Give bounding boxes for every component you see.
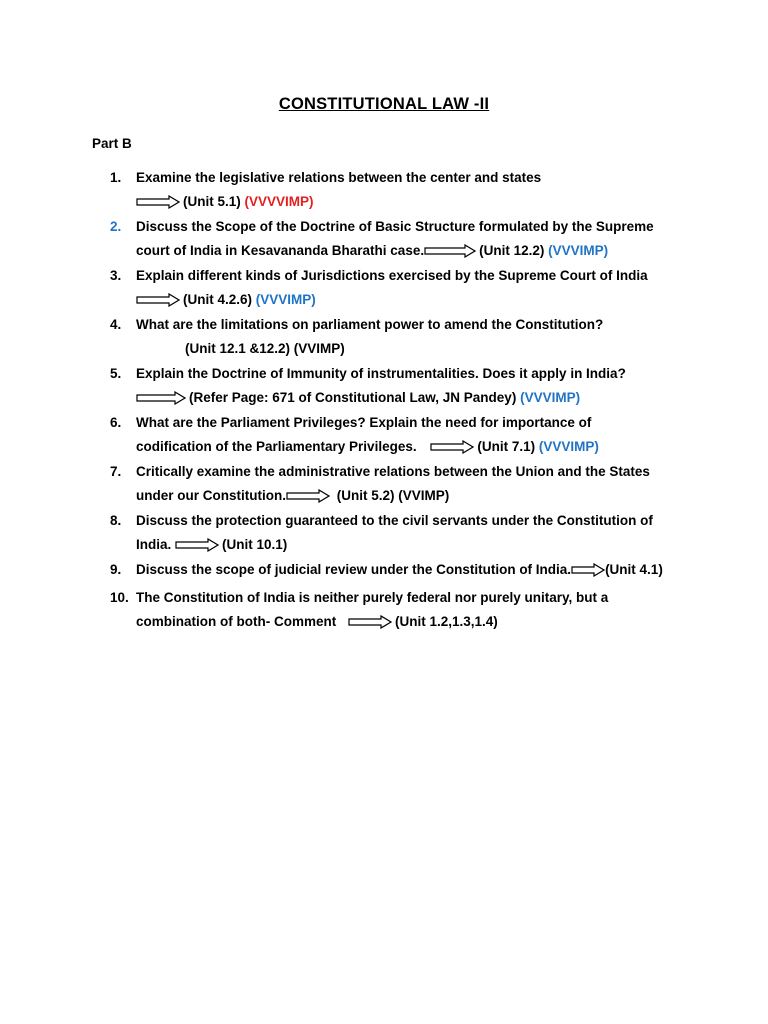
right-arrow-icon	[430, 440, 474, 454]
item-question: Explain different kinds of Jurisdictions exercised by the Supreme Court of India	[136, 268, 648, 283]
list-item	[110, 166, 710, 214]
item-question: Discuss the Scope of the Doctrine of Basic Structure formulated by the Supreme	[136, 219, 654, 234]
item-reference: (Unit 5.1)	[183, 194, 241, 209]
item-question-continued: under our Constitution.	[136, 488, 286, 503]
item-reference: (Unit 1.2,1.3,1.4)	[395, 614, 498, 629]
item-reference: (Unit 5.2) (VVIMP)	[336, 488, 450, 503]
item-question-continued: combination of both- Comment	[136, 614, 337, 629]
item-question: Explain the Doctrine of Immunity of instrumentalities. Does it apply in India?	[136, 366, 626, 381]
item-reference: (Unit 12.2)	[479, 243, 545, 258]
item-number: 8.	[110, 513, 122, 528]
page-title: CONSTITUTIONAL LAW -II	[278, 95, 490, 113]
importance-tag: (VVVIMP)	[548, 243, 609, 258]
item-reference: (Unit 4.2.6)	[183, 292, 253, 307]
item-number: 2.	[110, 219, 122, 234]
item-number: 4.	[110, 317, 122, 332]
item-question: Critically examine the administrative relations between the Union and the States	[136, 464, 650, 479]
list-item	[110, 558, 710, 582]
importance-tag: (VVVIMP)	[520, 390, 581, 405]
list-item	[110, 264, 710, 312]
list-item	[110, 215, 710, 263]
item-reference: (Unit 10.1)	[222, 537, 288, 552]
right-arrow-icon	[136, 391, 186, 405]
item-reference: (Refer Page: 671 of Constitutional Law, JN Pandey)	[189, 390, 517, 405]
list-item	[110, 460, 710, 508]
item-number: 6.	[110, 415, 122, 430]
list-item	[110, 509, 710, 557]
item-number: 7.	[110, 464, 122, 479]
list-item	[110, 586, 710, 634]
list-item	[110, 411, 710, 459]
item-question-continued: codification of the Parliamentary Privileges.	[136, 439, 417, 454]
item-number: 10.	[110, 590, 129, 605]
item-question-continued: court of India in Kesavananda Bharathi case.	[136, 243, 425, 258]
list-item	[110, 313, 710, 361]
item-reference: (Unit 4.1)	[605, 562, 663, 577]
right-arrow-icon	[136, 293, 180, 307]
item-question: Examine the legislative relations between the center and states	[136, 170, 542, 185]
right-arrow-icon	[136, 195, 180, 209]
importance-tag: (VVVVIMP)	[244, 194, 314, 209]
item-number: 5.	[110, 366, 122, 381]
item-question: Discuss the scope of judicial review under the Constitution of India.	[136, 562, 572, 577]
item-number: 1.	[110, 170, 122, 185]
item-question: What are the limitations on parliament power to amend the Constitution?	[136, 317, 604, 332]
right-arrow-icon	[286, 489, 330, 503]
section-heading: Part B	[92, 136, 132, 151]
importance-tag: (VVVIMP)	[255, 292, 316, 307]
item-number: 9.	[110, 562, 122, 577]
item-question: Discuss the protection guaranteed to the civil servants under the Constitution of	[136, 513, 653, 528]
right-arrow-icon	[424, 244, 476, 258]
right-arrow-icon	[348, 615, 392, 629]
item-reference: (Unit 12.1 &12.2) (VVIMP)	[185, 341, 345, 356]
right-arrow-icon	[175, 538, 219, 552]
list-item	[110, 362, 710, 410]
right-arrow-icon	[571, 563, 605, 577]
item-question: What are the Parliament Privileges? Explain the need for importance of	[136, 415, 592, 430]
item-number: 3.	[110, 268, 122, 283]
item-reference: (Unit 7.1)	[477, 439, 536, 454]
item-question: The Constitution of India is neither purely federal nor purely unitary, but a	[136, 590, 609, 605]
item-question-continued: India.	[136, 537, 172, 552]
importance-tag: (VVVIMP)	[538, 439, 599, 454]
